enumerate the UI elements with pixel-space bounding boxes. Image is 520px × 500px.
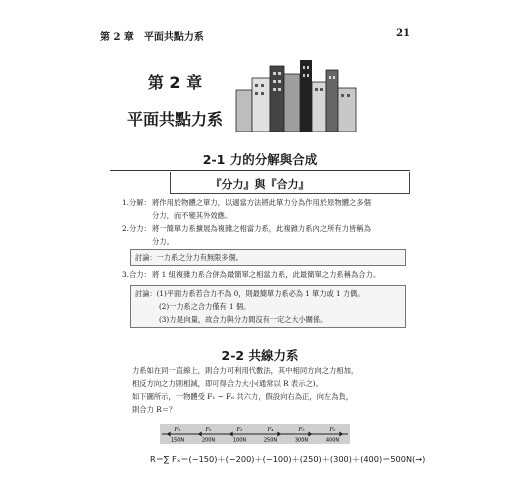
section-subtitle: 『分力』與『合力』 [210,178,310,191]
force-label: F₅ [298,427,305,433]
force-value: 400N [325,437,340,444]
running-header [100,28,410,43]
para-line: 相反方向之力則相減，即可得合力大小(通常以 R 表示之)。 [132,379,323,388]
force-label: F₃ [236,427,243,433]
body-paragraph [132,364,408,416]
section-rule [110,170,410,171]
para-line: 則合力 R＝？ [132,405,177,414]
item-label: 2.分力： [122,224,151,233]
chapter-heading [120,64,230,130]
force-label: F₄ [267,427,274,433]
chapter-title: 平面共點力系 [126,110,223,129]
force-value: 150N [170,437,185,444]
force-label: F₁ [174,427,181,433]
item-decomposition [122,196,412,222]
note-line: (2)一力系之合力僅有 1 個。 [159,302,251,311]
note-line: (1)平面力系若合力不為 0，則最簡單力系必為 1 單力或 1 力偶。 [156,289,365,298]
city-skyline-illustration [232,56,362,132]
item-resultant-force [122,268,412,281]
item-text-cont: 分力。 [152,237,174,246]
resultant-formula: R＝∑ Fₓ＝(−150)＋(−200)＋(−100)＋(250)＋(300)＋(400)＝500N(→) [150,454,426,464]
force-label: F₆ [329,427,336,433]
force-value: 300N [294,437,309,444]
note-discussion-2 [130,285,406,328]
force-value: 100N [232,437,247,444]
item-text: 將 1 組複雜力系合併為最簡單之相當力系，此最簡單之力系稱為合力。 [152,270,381,279]
item-text: 將一簡單力系擴展為複雜之相當力系，此複雜力系內之所有力皆稱為 [152,224,371,233]
note-discussion-1: 討論：一力系之分力有無限多個。 [130,249,406,266]
collinear-force-diagram [160,424,350,444]
header-chapter: 第 2 章 平面共點力系 [100,32,204,43]
item-text: 將作用於物體之單力，以適當方法將此單力分為作用於原物體之多個 [152,198,371,207]
item-label: 1.分解： [122,198,151,207]
force-label: F₂ [205,427,212,433]
page-number: 21 [396,28,410,39]
section-title-2-1: 2-1 力的分解與合成 [202,152,318,167]
note-line: (3)力是向量，故合力與分力間沒有一定之大小關係。 [159,315,328,324]
section-title-2-2: 2-2 共線力系 [221,348,299,363]
force-value: 250N [263,437,278,444]
item-component-force [122,222,412,248]
chapter-number: 第 2 章 [147,73,203,92]
force-value: 200N [201,437,216,444]
para-line: 如下圖所示，一物體受 F₁ ~ F₆ 共六力，假設向右為正，向左為負， [132,392,354,401]
item-label: 3.合力： [122,270,151,279]
para-line: 力系如在同一直線上，則合力可利用代數法，其中相同方向之力相加， [132,366,359,375]
note-label: 討論： [135,289,157,298]
item-text-cont: 分力，而不變其外效應。 [152,211,233,220]
